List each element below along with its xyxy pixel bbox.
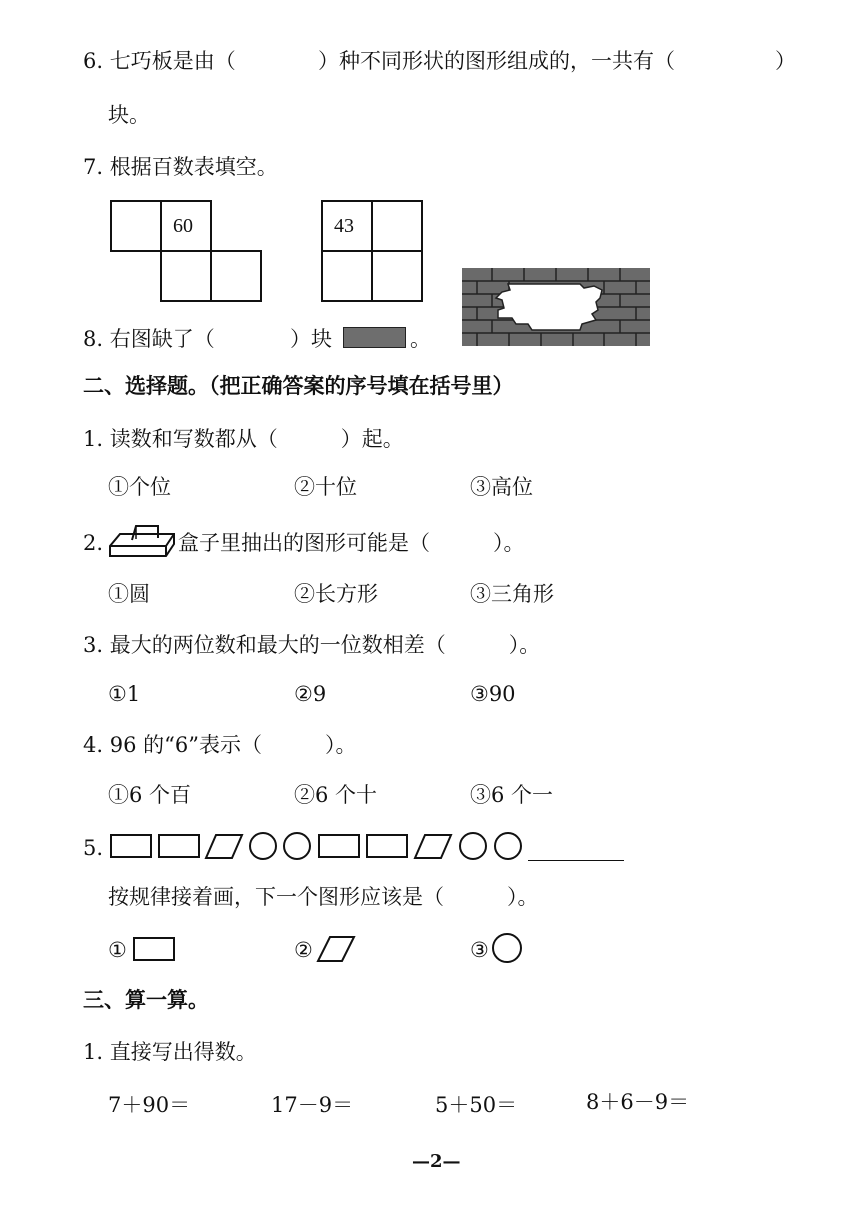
s2-q2-option-3: ③三角形 <box>470 582 554 606</box>
brick-icon <box>343 327 406 348</box>
option-parallelogram-icon <box>316 935 356 963</box>
s2-q2-num: 2. <box>83 531 104 555</box>
s2-q5-option-1-mark: ① <box>108 938 127 962</box>
s2-q2-option-2: ②长方形 <box>294 582 378 606</box>
brick-wall-icon <box>462 268 650 346</box>
s3-q1-text: 1. 直接写出得数。 <box>83 1040 257 1064</box>
parallelogram-icon <box>204 833 244 860</box>
s2-q3-option-3: ③90 <box>470 682 516 706</box>
answer-blank-line[interactable] <box>528 860 624 861</box>
box-icon <box>108 522 176 558</box>
q6-line2: 块。 <box>108 103 150 127</box>
calc-item-3: 5＋50＝ <box>435 1093 518 1117</box>
s2-q2-text: 盒子里抽出的图形可能是（ ）。 <box>178 531 525 555</box>
grid2-value: 43 <box>334 215 354 237</box>
s2-q5-text: 按规律接着画，下一个图形应该是（ ）。 <box>108 885 539 909</box>
q6-line1-a: 6. 七巧板是由（ <box>83 49 236 73</box>
calc-item-2: 17－9＝ <box>271 1093 354 1117</box>
s2-q5-option-2-mark: ② <box>294 938 313 962</box>
q8-text-c: 。 <box>410 327 431 351</box>
option-rectangle-icon <box>133 937 175 961</box>
s2-q4-text: 4. 96 的“6”表示（ ）。 <box>83 733 357 757</box>
q6-line1-c: ） <box>775 49 796 73</box>
circle-icon <box>249 832 277 860</box>
circle-icon <box>283 832 311 860</box>
s2-q4-option-3: ③6 个一 <box>470 783 554 807</box>
circle-icon <box>459 832 487 860</box>
calc-item-1: 7＋90＝ <box>108 1093 191 1117</box>
s2-q5-num: 5. <box>83 836 104 860</box>
s2-q1-option-3: ③高位 <box>470 475 533 499</box>
s2-q1-option-1: ①个位 <box>108 475 171 499</box>
q6-line1-b: ）种不同形状的图形组成的，一共有（ <box>318 49 675 73</box>
option-circle-icon <box>492 933 522 963</box>
calc-item-4: 8＋6－9＝ <box>586 1090 690 1114</box>
s2-q3-option-2: ②9 <box>294 682 327 706</box>
section3-title: 三、算一算。 <box>83 988 209 1012</box>
s2-q3-option-1: ①1 <box>108 682 141 706</box>
q8-text-b: ）块 <box>290 327 332 351</box>
q7-text: 7. 根据百数表填空。 <box>83 155 278 179</box>
rectangle-icon <box>110 834 152 858</box>
s2-q1-text: 1. 读数和写数都从（ ）起。 <box>83 427 404 451</box>
q8-text-a: 8. 右图缺了（ <box>83 327 215 351</box>
s2-q4-option-2: ②6 个十 <box>294 783 378 807</box>
s2-q5-option-3-mark: ③ <box>470 938 489 962</box>
section2-title: 二、选择题。（把正确答案的序号填在括号里） <box>83 374 514 398</box>
grid1-value: 60 <box>173 215 193 237</box>
circle-icon <box>494 832 522 860</box>
rectangle-icon <box>158 834 200 858</box>
rectangle-icon <box>366 834 408 858</box>
page-number: —2— <box>412 1151 461 1172</box>
parallelogram-icon <box>413 833 453 860</box>
rectangle-icon <box>318 834 360 858</box>
s2-q4-option-1: ①6 个百 <box>108 783 192 807</box>
s2-q2-option-1: ①圆 <box>108 582 150 606</box>
s2-q1-option-2: ②十位 <box>294 475 357 499</box>
s2-q3-text: 3. 最大的两位数和最大的一位数相差（ ）。 <box>83 633 541 657</box>
